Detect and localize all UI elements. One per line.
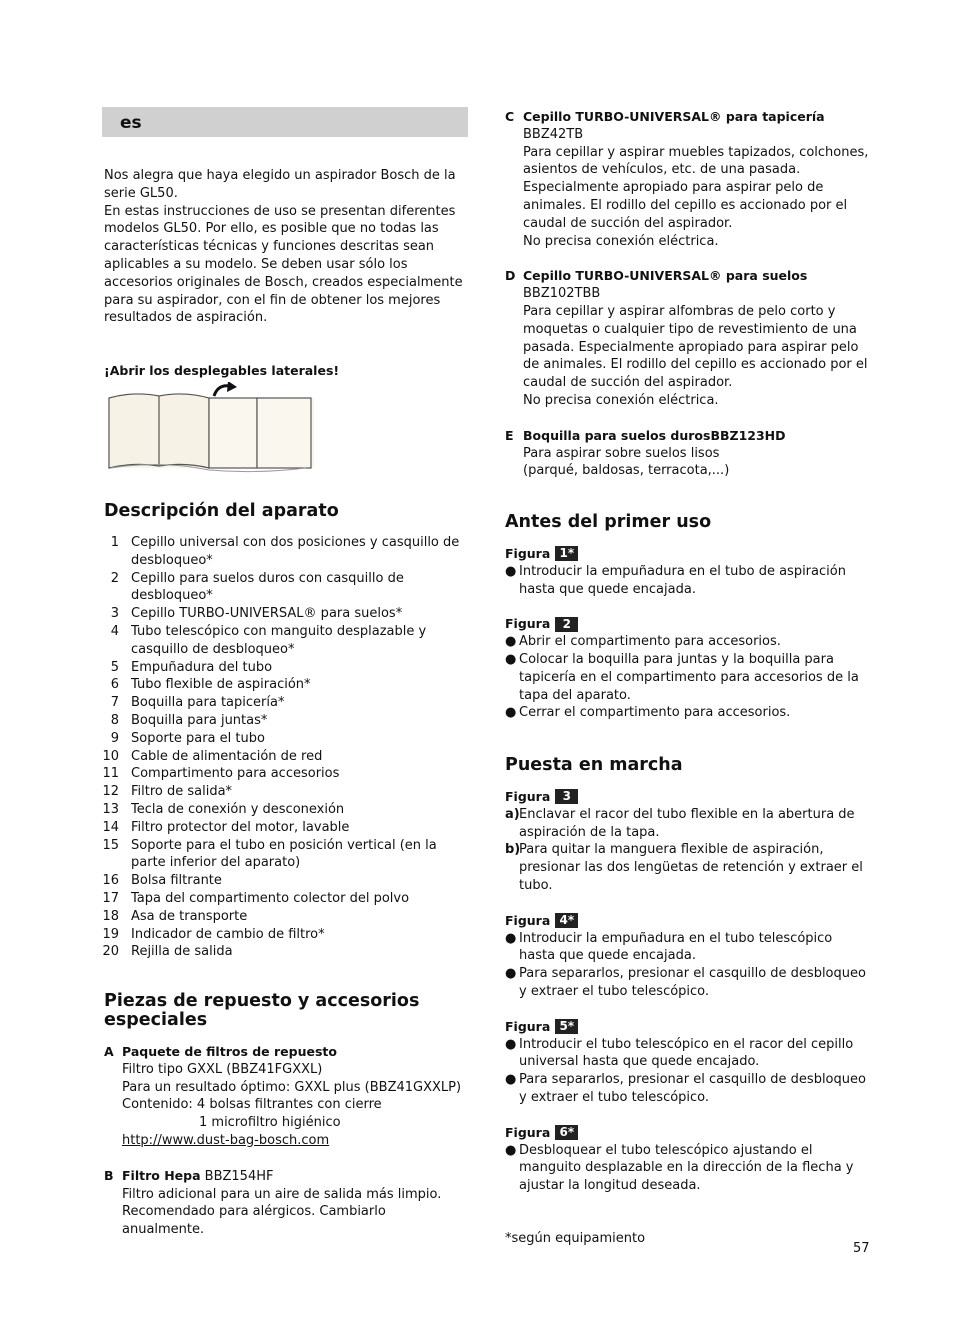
figura-word: Figura [505,1124,551,1140]
piezas-section [104,992,468,1239]
language-code: es [120,113,142,133]
step-text: Para quitar la manguera flexible de aspiración, presionar las dos lengüetas de retención y extraer el tubo. [519,842,863,893]
figura-word: Figura [505,546,551,561]
figura-word: Figura [505,789,551,804]
descripcion-item [102,765,468,783]
fold-note [104,362,468,380]
step-item [505,841,870,894]
item-letter: E [505,427,514,443]
step-item [505,965,870,1001]
item-text: Filtro de salida* [131,784,233,800]
item-text: Para cepillar y aspirar muebles tapizados, colchones, asientos de vehículos, etc. de una pasada. Especialmente apropiado para aspirar pelo de animales. El rodillo del cepillo es accionado por el caudal de succión del aspirador. [523,144,869,231]
item-number: 9 [110,730,119,746]
item-number: 2 [110,570,119,586]
antes-section [505,513,870,722]
bullet-icon: ● [505,651,517,667]
figura-5-steps [505,1036,870,1107]
item-text: Soporte para el tubo en posición vertical (en la parte inferior del aparato) [131,837,437,871]
descripcion-item [102,783,468,801]
figura-2-steps [505,633,870,722]
item-letter: D [505,268,516,284]
item-line: 1 microfiltro higiénico [199,1115,341,1131]
figure-badge: 1* [555,546,578,561]
figure-badge: 3 [555,789,578,804]
item-code: BBZ154HF [204,1168,274,1184]
figura-word: Figura [505,616,551,632]
item-text: Cepillo para suelos duros con casquillo de desbloqueo* [131,570,404,604]
item-note: No precisa conexión eléctrica. [523,392,719,408]
item-line: Filtro tipo GXXL (BBZ41FGXXL) [122,1061,323,1077]
bullet-icon: ● [505,634,517,650]
descripcion-item [102,534,468,570]
step-text: Introducir la empuñadura en el tubo telescópico hasta que quede encajada. [519,930,833,964]
figura-1-steps [505,563,870,599]
descripcion-item [102,890,468,908]
figura-4-steps [505,930,870,1001]
descripcion-title: Descripción del aparato [104,501,339,521]
language-header-bar [102,107,468,137]
bullet-icon: ● [505,930,517,946]
item-text: Empuñadura del tubo [131,659,273,675]
fold-note-text: ¡Abrir los desplegables laterales! [104,363,340,378]
item-code: BBZ42TB [523,126,584,142]
item-text: Tapa del compartimento colector del polvo [131,890,410,906]
item-text: Filtro adicional para un aire de salida más limpio. Recomendado para alérgicos. Cambiarlo anualmente. [122,1186,442,1238]
descripcion-item [102,819,468,837]
step-item [505,633,870,651]
item-text: Soporte para el tubo [131,730,265,746]
step-text: Introducir la empuñadura en el tubo de aspiración hasta que quede encajada. [519,563,846,597]
item-number: 11 [102,766,119,782]
item-title: Cepillo TURBO-UNIVERSAL® para suelos [523,268,808,284]
item-title: Filtro Hepa [122,1167,201,1183]
item-text: Rejilla de salida [131,944,233,960]
item-text: Cepillo TURBO-UNIVERSAL® para suelos* [131,606,403,622]
item-line: (parqué, baldosas, terracota,...) [523,463,730,479]
item-number: 18 [102,908,119,924]
piezas-item-d [505,267,870,409]
step-text: Abrir el compartimento para accesorios. [519,634,781,650]
descripcion-section [104,502,468,961]
open-book-foldout-icon [106,382,318,474]
figura-2-label [505,615,870,633]
item-letter: A [104,1044,114,1059]
descripcion-item [102,801,468,819]
item-text: Boquilla para tapicería* [131,695,285,711]
item-number: 19 [102,926,119,942]
step-text: Para separarlos, presionar el casquillo de desbloqueo y extraer el tubo telescópico. [519,1072,866,1105]
item-text: Boquilla para juntas* [131,712,268,728]
puesta-title: Puesta en marcha [505,755,683,775]
item-number: 13 [102,801,119,817]
figure-badge: 2 [555,617,578,632]
descripcion-item [102,712,468,730]
piezas-item-a [104,1043,468,1150]
bullet-icon: ● [505,966,517,982]
item-number: 3 [110,606,119,622]
item-line: Para aspirar sobre suelos lisos [523,445,720,461]
item-text: Tecla de conexión y desconexión [131,801,345,817]
item-line: Para un resultado óptimo: GXXL plus (BBZ41GXXLP) [122,1079,462,1095]
item-number: 5 [110,659,119,675]
step-marker: a) [505,806,520,822]
item-number: 6 [110,677,119,693]
footnote: *según equipamiento [505,1231,646,1246]
descripcion-item [102,730,468,748]
item-number: 20 [102,944,119,960]
item-text: Indicador de cambio de filtro* [131,926,325,942]
item-number: 7 [110,695,119,711]
item-title: Paquete de filtros de repuesto [122,1044,337,1059]
step-text: Cerrar el compartimento para accesorios. [519,705,791,721]
item-number: 10 [102,748,119,764]
intro-text [104,167,468,327]
item-number: 14 [102,819,119,835]
figure-badge: 5* [555,1019,578,1034]
bullet-icon: ● [505,1142,517,1158]
item-title: Cepillo TURBO-UNIVERSAL® para tapicería [523,109,825,124]
figura-3-steps [505,806,870,895]
item-number: 17 [102,890,119,906]
figura-word: Figura [505,912,551,928]
piezas-title: Piezas de repuesto y accesorios especiales [104,991,420,1030]
descripcion-item [102,694,468,712]
descripcion-list [102,534,468,961]
figura-6-label [505,1124,870,1142]
figura-5-label [505,1018,870,1036]
descripcion-item [102,926,468,944]
item-text: Asa de transporte [131,908,248,924]
page-number: 57 [853,1241,870,1256]
antes-title: Antes del primer uso [505,512,712,532]
item-text: Cable de alimentación de red [131,748,323,764]
figure-badge: 6* [555,1125,578,1140]
step-item [505,1036,870,1072]
bullet-icon: ● [505,1036,517,1052]
step-text: Desbloquear el tubo telescópico ajustando el manguito desplazable en la dirección de la flecha y ajustar la longitud deseada. [519,1142,854,1194]
descripcion-item [102,570,468,606]
item-number: 15 [102,837,119,853]
descripcion-item [102,623,468,659]
step-item [505,563,870,599]
descripcion-item [102,748,468,766]
step-marker: b) [505,842,521,858]
puesta-section [505,756,870,1195]
dust-bag-link[interactable]: http://www.dust-bag-bosch.com [122,1132,330,1148]
step-text: Colocar la boquilla para juntas y la boquilla para tapicería en el compartimento para accesorios de la tapa del aparato. [519,651,859,703]
item-text: Filtro protector del motor, lavable [131,819,350,835]
item-text: Compartimento para accesorios [131,766,340,782]
item-code: BBZ102TBB [523,286,601,302]
step-text: Para separarlos, presionar el casquillo de desbloqueo y extraer el tubo telescópico. [519,966,866,999]
piezas-continued [505,108,870,480]
figura-4-label [505,912,870,930]
item-number: 4 [110,623,119,639]
item-number: 16 [102,873,119,889]
step-item [505,1142,870,1195]
descripcion-item [102,943,468,961]
descripcion-item [102,872,468,890]
figura-6-steps [505,1142,870,1195]
item-letter: B [104,1167,114,1183]
piezas-item-b [104,1167,468,1239]
foldout-illustration [106,382,318,478]
intro-paragraph-2: En estas instrucciones de uso se presentan diferentes modelos GL50. Por ello, es posible que no todas las características técnicas y funciones descritas sean aplicables a su modelo. Se deben usar sólo los accesorios originales de Bosch, creados especialmente para su aspirador, con el fin de obtener los mejores resultados de aspiración. [104,203,463,326]
figure-badge: 4* [555,913,578,928]
descripcion-item [102,908,468,926]
item-letter: C [505,109,515,124]
item-number: 8 [110,712,119,728]
item-note: No precisa conexión eléctrica. [523,233,719,249]
piezas-item-c [505,108,870,250]
bullet-icon: ● [505,1072,517,1088]
figura-1-label [505,545,870,563]
item-title: Boquilla para suelos durosBBZ123HD [523,427,786,443]
item-text: Tubo flexible de aspiración* [131,677,311,693]
item-text: Cepillo universal con dos posiciones y casquillo de desbloqueo* [131,535,460,568]
figura-3-label [505,788,870,806]
bullet-icon: ● [505,705,517,721]
step-item [505,704,870,722]
descripcion-item [102,676,468,694]
item-number: 12 [102,784,119,800]
item-text: Tubo telescópico con manguito desplazable y casquillo de desbloqueo* [131,623,427,657]
step-item [505,1071,870,1107]
item-text: Bolsa filtrante [131,873,222,889]
intro-paragraph-1: Nos alegra que haya elegido un aspirador Bosch de la serie GL50. [104,168,456,201]
step-text: Introducir el tubo telescópico en el racor del cepillo universal hasta que quede encajado. [519,1036,854,1070]
item-line: Contenido: 4 bolsas filtrantes con cierre [122,1097,382,1113]
piezas-item-e [505,427,870,480]
step-item [505,930,870,966]
step-item [505,806,870,842]
item-text: Para cepillar y aspirar alfombras de pelo corto y moquetas o cualquier tipo de revestimiento de una pasada. Especialmente apropiado para aspirar pelo de animales. El rodillo del cepillo es accionado por el caudal de succión del aspirador. [523,303,868,391]
step-text: Enclavar el racor del tubo flexible en la abertura de aspiración de la tapa. [519,806,855,840]
descripcion-item [102,605,468,623]
step-item [505,651,870,704]
figura-word: Figura [505,1018,551,1034]
item-number: 1 [110,535,119,550]
descripcion-item [102,659,468,677]
descripcion-item [102,837,468,873]
bullet-icon: ● [505,563,517,579]
